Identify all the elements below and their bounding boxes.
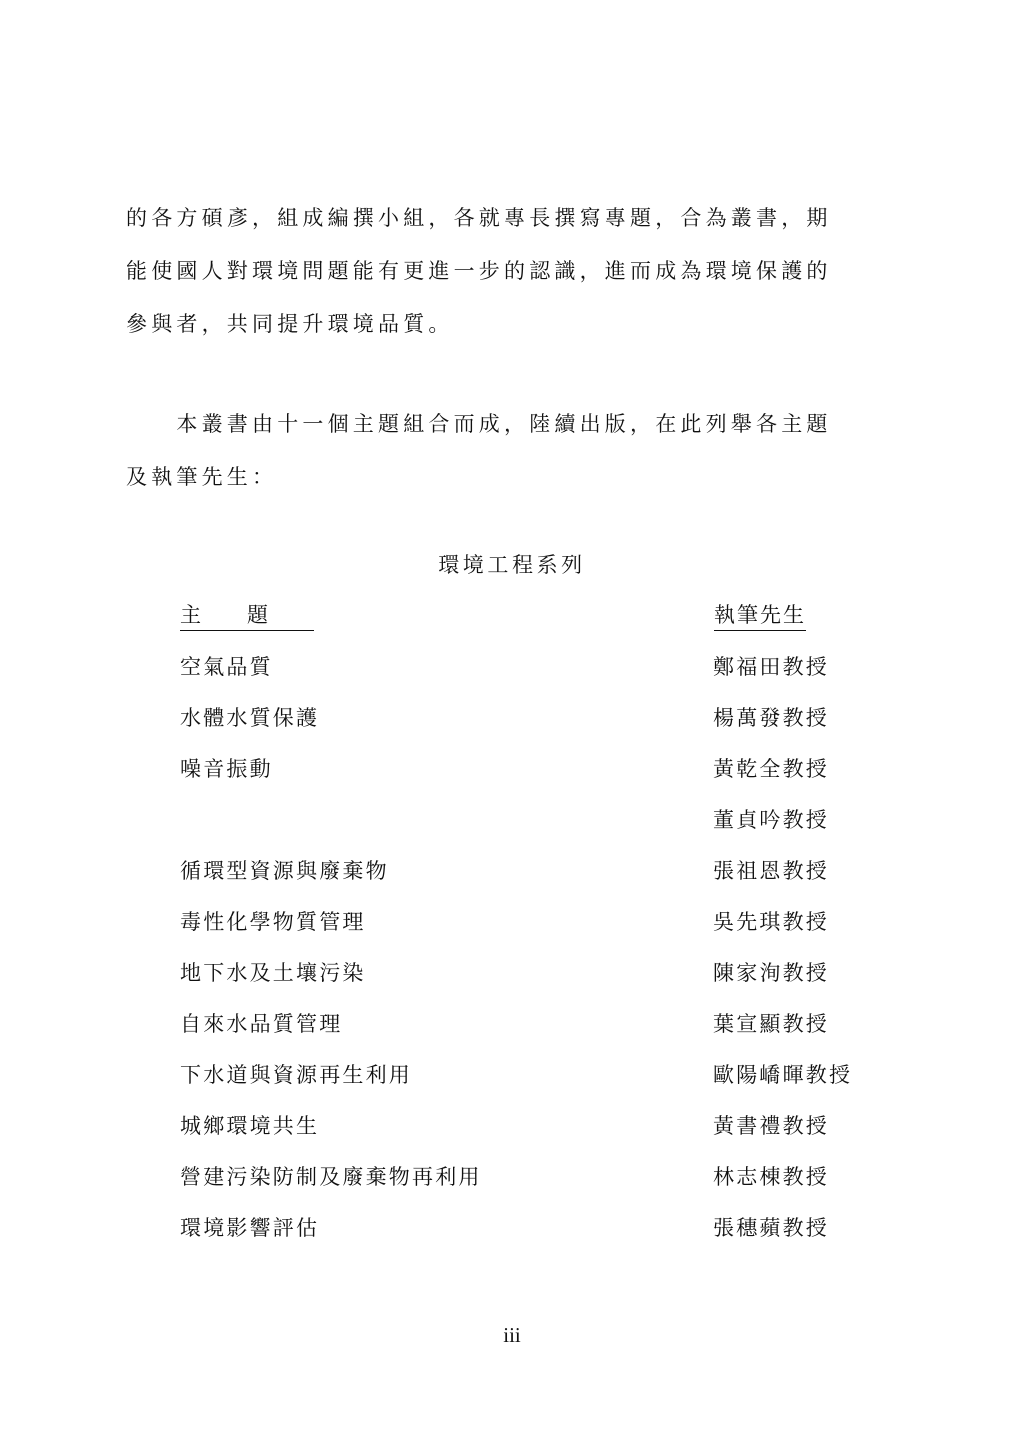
author-cell: 張祖恩教授 bbox=[713, 859, 829, 883]
intro-line: 參與者，共同提升環境品質。 bbox=[126, 312, 454, 336]
topic-cell: 空氣品質 bbox=[180, 655, 273, 679]
table-row bbox=[0, 1214, 1024, 1244]
author-cell: 鄭福田教授 bbox=[713, 655, 829, 679]
author-cell: 楊萬發教授 bbox=[713, 706, 829, 730]
table-row bbox=[0, 1061, 1024, 1091]
author-cell: 林志棟教授 bbox=[713, 1165, 829, 1189]
topic-cell: 毒性化學物質管理 bbox=[180, 910, 366, 934]
author-cell: 吳先琪教授 bbox=[713, 910, 829, 934]
table-row bbox=[0, 704, 1024, 734]
table-row bbox=[0, 908, 1024, 938]
table-row bbox=[0, 653, 1024, 683]
topic-cell: 噪音振動 bbox=[180, 757, 273, 781]
table-row bbox=[0, 959, 1024, 989]
series-intro-line: 及執筆先生： bbox=[126, 465, 278, 489]
table-row bbox=[0, 755, 1024, 785]
page-number: iii bbox=[503, 1323, 521, 1347]
author-cell: 歐陽嶠暉教授 bbox=[713, 1063, 853, 1087]
intro-line: 能使國人對環境問題能有更進一步的認識，進而成為環境保護的 bbox=[126, 259, 832, 283]
topic-cell: 城鄉環境共生 bbox=[180, 1114, 320, 1138]
table-row bbox=[0, 1010, 1024, 1040]
table-row bbox=[0, 1112, 1024, 1142]
author-column-header: 執筆先生 bbox=[714, 601, 806, 631]
table-row bbox=[0, 1163, 1024, 1193]
topic-cell: 循環型資源與廢棄物 bbox=[180, 859, 389, 883]
topic-cell: 下水道與資源再生利用 bbox=[180, 1063, 412, 1087]
topic-cell: 地下水及土壤污染 bbox=[180, 961, 366, 985]
topic-cell: 環境影響評估 bbox=[180, 1216, 320, 1240]
author-cell: 董貞吟教授 bbox=[713, 808, 829, 832]
series-intro-line: 本叢書由十一個主題組合而成，陸續出版，在此列舉各主題 bbox=[126, 412, 832, 436]
author-cell: 葉宣顯教授 bbox=[713, 1012, 829, 1036]
table-row bbox=[0, 806, 1024, 836]
author-cell: 黃乾全教授 bbox=[713, 757, 829, 781]
author-cell: 陳家洵教授 bbox=[713, 961, 829, 985]
intro-line: 的各方碩彥，組成編撰小組，各就專長撰寫專題，合為叢書，期 bbox=[126, 206, 832, 230]
author-cell: 黃書禮教授 bbox=[713, 1114, 829, 1138]
topic-cell: 營建污染防制及廢棄物再利用 bbox=[180, 1165, 482, 1189]
table-row bbox=[0, 857, 1024, 887]
series-title: 環境工程系列 bbox=[438, 553, 586, 577]
topic-cell: 自來水品質管理 bbox=[180, 1012, 343, 1036]
topic-cell: 水體水質保護 bbox=[180, 706, 320, 730]
author-cell: 張穗蘋教授 bbox=[713, 1216, 829, 1240]
topic-column-header: 主題 bbox=[180, 601, 314, 631]
